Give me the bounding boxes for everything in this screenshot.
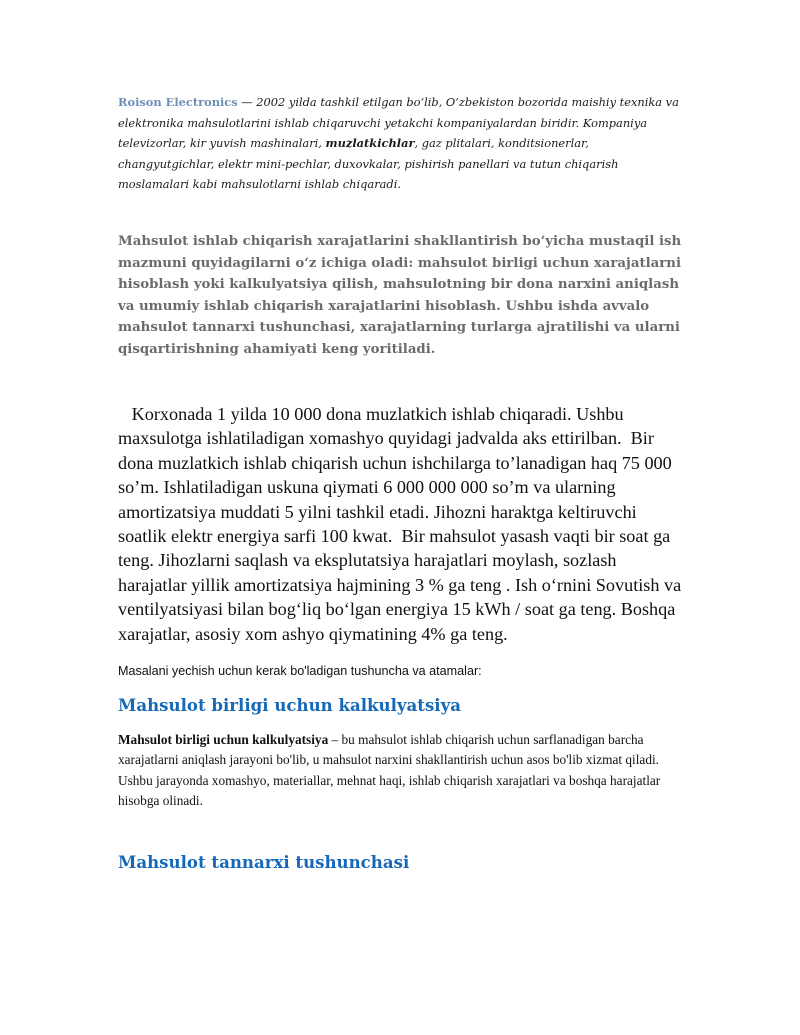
intro-text: — 2002 yilda tashkil etilgan bo‘lib, O‘zbekiston bozorida maishiy texnika va elektronika mahsulotlarini ishlab chiqaruvchi yetakchi kompaniyalardan biridir. Kompaniya televizorlar, kir yuvish mashinalari, [118,95,679,150]
definition-text: – bu mahsulot ishlab chiqarish uchun sarflanadigan barcha xarajatlarni aniqlash jarayoni bo'lib, u mahsulot narxini shakllantirish uchun asos bo'lib xizmat qiladi. Ushbu jarayonda xomashyo, materiallar, mehnat haqi, ishlab chiqarish xarajatlari va boshqa harajatlar hisobga olinadi. [118,732,661,808]
intro-text-end: , gaz plitalari, konditsionerlar, changyutgichlar, elektr mini-pechlar, duxovkalar, pishirish panellari va tutun chiqarish moslamalari kabi mahsulotlarni ishlab chiqaradi. [118,136,619,191]
definition-term: Mahsulot birligi uchun kalkulyatsiya [118,732,329,747]
intro-bold-word: muzlatkichlar [325,136,415,150]
problem-statement: Korxonada 1 yilda 10 000 dona muzlatkich ishlab chiqaradi. Ushbu maxsulotga ishlatiladigan xomashyo quyidagi jadvalda aks ettirilban. Bir dona muzlatkich ishlab chiqarish uchun ishchilarga to’lanadigan haq 75 000 so’m. Ishlatiladigan uskuna qiymati 6 000 000 000 so’m va ularning amortizatsiya muddati 5 yilni tashkil etadi. Jihozni haraktga keltiruvchi soatlik elektr energiya sarfi 100 kwat. Bir mahsulot yasash vaqti bir soat ga teng. Jihozlarni saqlash va eksplutatsiya harajatlari moylash, sozlash harajatlar yillik amortizatsiya hajmining 3 % ga teng . Ish o‘rnini Sovutish va ventilyatsiyasi bilan bog‘liq bo‘lgan energiya 15 kWh / soat ga teng. Boshqa xarajatlar, asosiy xom ashyo qiymatining 4% ga teng. [118,404,686,644]
company-name: Roison Electronics [118,95,238,109]
intro-paragraph [118,92,684,195]
section-heading-cost-concept: Mahsulot tannarxi tushunchasi [118,852,410,872]
section-heading-calculation: Mahsulot birligi uchun kalkulyatsiya [118,695,461,715]
summary-paragraph: Mahsulot ishlab chiqarish xarajatlarini shakllantirish bo‘yicha mustaqil ish mazmuni quyidagilarni o‘z ichiga oladi: mahsulot birligi uchun xarajatlarni hisoblash yoki kalkulyatsiya qilish, mahsulotning bir dona narxini aniqlash va umumiy ishlab chiqarish xarajatlarini hisoblash. Ushbu ishda avvalo mahsulot tannarxi tushunchasi, xarajatlarning turlarga ajratilishi va ularni qisqartirishning ahamiyati keng yoritiladi. [118,234,682,357]
terms-intro-note: Masalani yechish uchun kerak bo'ladigan tushuncha va atamalar: [118,664,482,678]
definition-paragraph [118,730,684,811]
